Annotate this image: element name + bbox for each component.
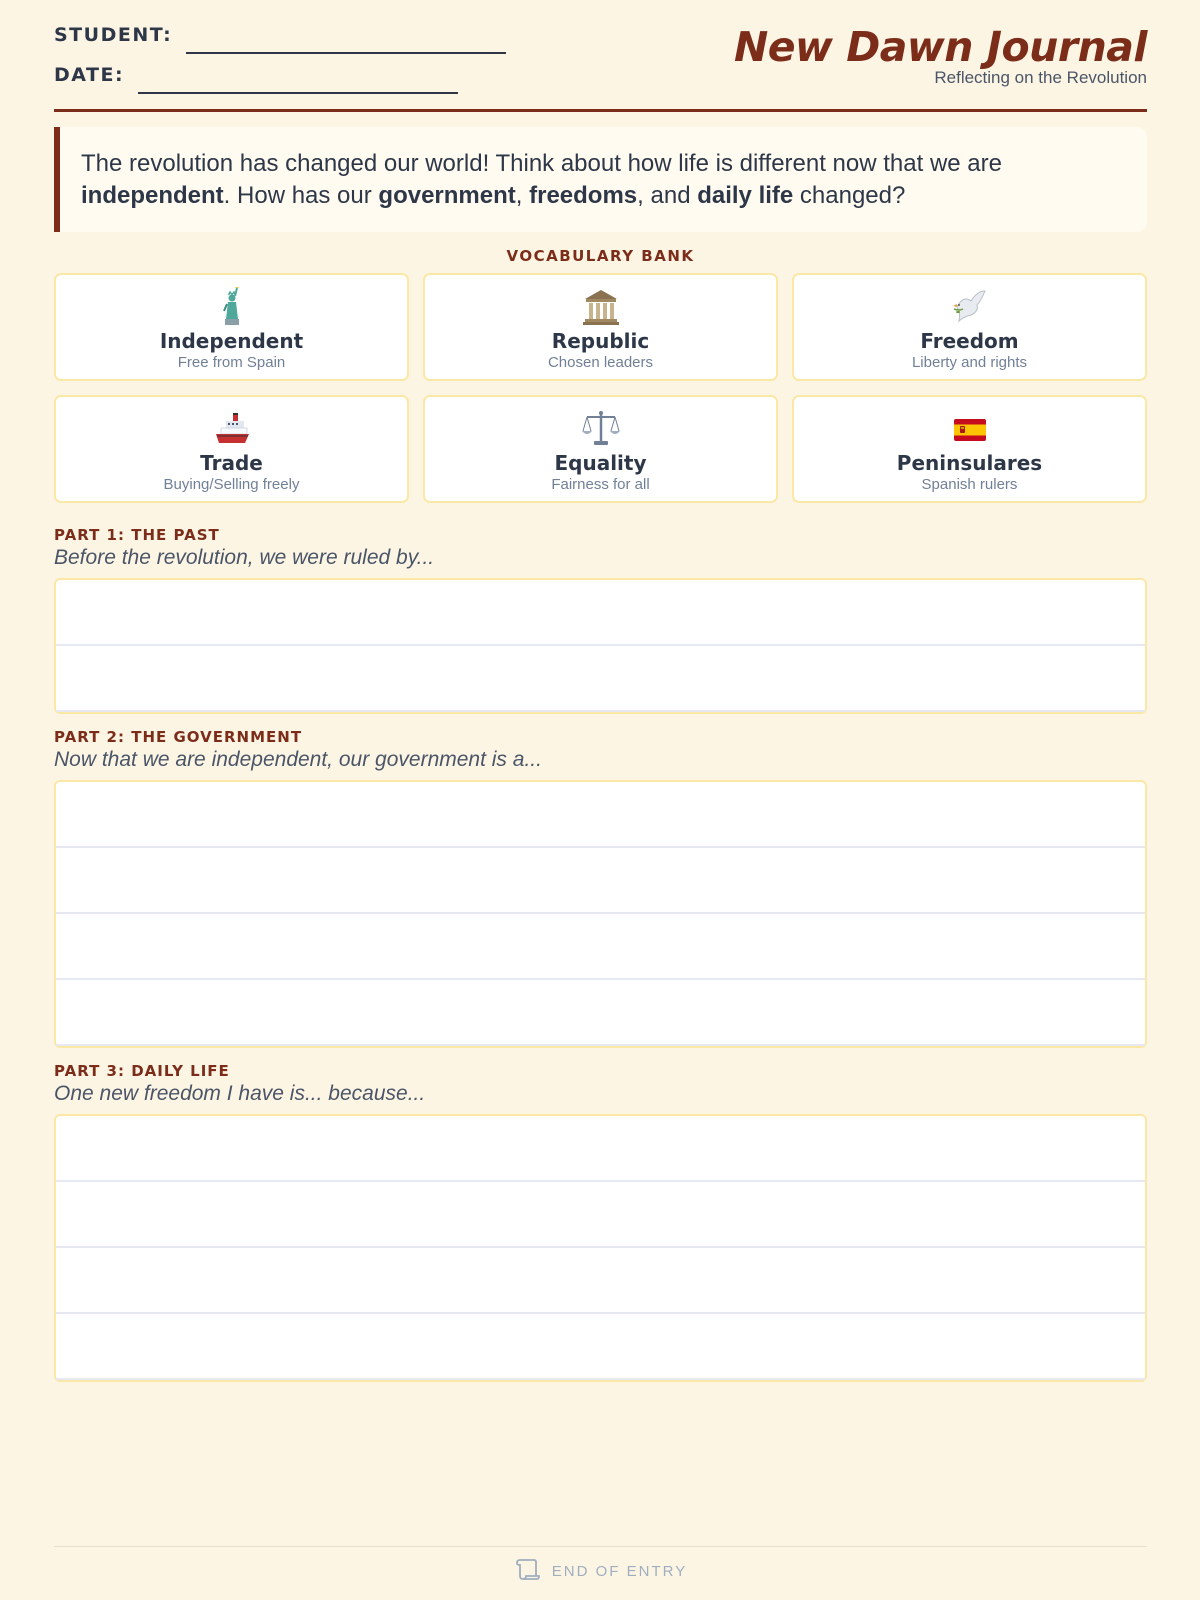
prompt-bold-independent: independent — [81, 182, 224, 209]
prompt-bold-freedoms: freedoms — [529, 182, 638, 209]
vocab-term: Equality — [554, 451, 647, 475]
vocabulary-bank — [54, 273, 1147, 503]
vocab-definition: Fairness for all — [551, 476, 650, 493]
date-label: DATE: — [54, 64, 125, 86]
statue-of-liberty-icon — [56, 287, 407, 327]
part-1-label: PART 1: THE PAST — [54, 526, 220, 544]
writing-line[interactable] — [56, 1248, 1145, 1314]
page-header — [54, 0, 1147, 112]
vocab-card-peninsulares — [792, 395, 1147, 503]
vocab-term: Trade — [200, 451, 263, 475]
prompt-text-4: , and — [637, 182, 698, 209]
vocabulary-bank-title: VOCABULARY BANK — [506, 247, 695, 265]
date-field — [54, 64, 458, 86]
classical-building-icon — [425, 287, 776, 327]
writing-line[interactable] — [56, 1182, 1145, 1248]
part-3-prompt: One new freedom I have is... because... — [54, 1082, 426, 1105]
page-footer — [54, 1546, 1147, 1585]
writing-line[interactable] — [56, 782, 1145, 848]
prompt-text-2: . How has our — [223, 182, 379, 209]
student-field — [54, 24, 506, 46]
journal-title: New Dawn Journal — [733, 23, 1147, 71]
writing-prompt — [54, 127, 1147, 232]
vocab-card-independent — [54, 273, 409, 381]
prompt-text-1: The revolution has changed our world! Think about how life is different now that we are — [81, 150, 1002, 177]
writing-line[interactable] — [56, 848, 1145, 914]
part-2-prompt: Now that we are independent, our government is a... — [54, 748, 542, 771]
date-line[interactable] — [138, 92, 458, 94]
dove-icon — [794, 287, 1145, 327]
ship-icon — [56, 409, 407, 449]
end-of-entry-text: END OF ENTRY — [551, 1562, 688, 1580]
vocab-card-equality — [423, 395, 778, 503]
writing-line[interactable] — [56, 1116, 1145, 1182]
prompt-text-5: changed? — [793, 182, 906, 209]
writing-line[interactable] — [56, 1314, 1145, 1380]
part-1-section — [54, 526, 1147, 714]
part-3-label: PART 3: DAILY LIFE — [54, 1062, 230, 1080]
writing-line[interactable] — [56, 980, 1145, 1046]
student-name-line[interactable] — [186, 52, 506, 54]
part-2-answer-box[interactable] — [54, 780, 1147, 1048]
journal-subtitle: Reflecting on the Revolution — [934, 68, 1147, 87]
part-2-section — [54, 728, 1147, 1048]
student-label: STUDENT: — [54, 24, 173, 46]
writing-line[interactable] — [56, 914, 1145, 980]
vocab-definition: Buying/Selling freely — [163, 476, 300, 493]
part-1-answer-box[interactable] — [54, 578, 1147, 714]
prompt-text-3: , — [515, 182, 530, 209]
vocab-term: Independent — [159, 329, 304, 353]
vocab-definition: Free from Spain — [177, 354, 286, 371]
spain-flag-icon — [794, 409, 1145, 449]
journal-page — [54, 0, 1147, 1600]
vocab-term: Peninsulares — [896, 451, 1043, 475]
part-1-prompt: Before the revolution, we were ruled by... — [54, 546, 435, 569]
vocab-term: Freedom — [920, 329, 1019, 353]
vocab-card-republic — [423, 273, 778, 381]
part-3-section — [54, 1062, 1147, 1382]
writing-line[interactable] — [56, 580, 1145, 646]
part-2-label: PART 2: THE GOVERNMENT — [54, 728, 303, 746]
balance-scale-icon — [425, 409, 776, 449]
journal-brand — [734, 24, 1147, 88]
vocab-term: Republic — [551, 329, 650, 353]
vocab-definition: Spanish rulers — [921, 476, 1018, 493]
part-3-answer-box[interactable] — [54, 1114, 1147, 1382]
prompt-bold-government: government — [378, 182, 516, 209]
vocab-definition: Liberty and rights — [911, 354, 1028, 371]
prompt-bold-daily-life: daily life — [697, 182, 794, 209]
writing-line[interactable] — [56, 646, 1145, 712]
vocab-card-trade — [54, 395, 409, 503]
vocab-definition: Chosen leaders — [547, 354, 654, 371]
vocab-card-freedom — [792, 273, 1147, 381]
scroll-icon — [514, 1557, 540, 1585]
